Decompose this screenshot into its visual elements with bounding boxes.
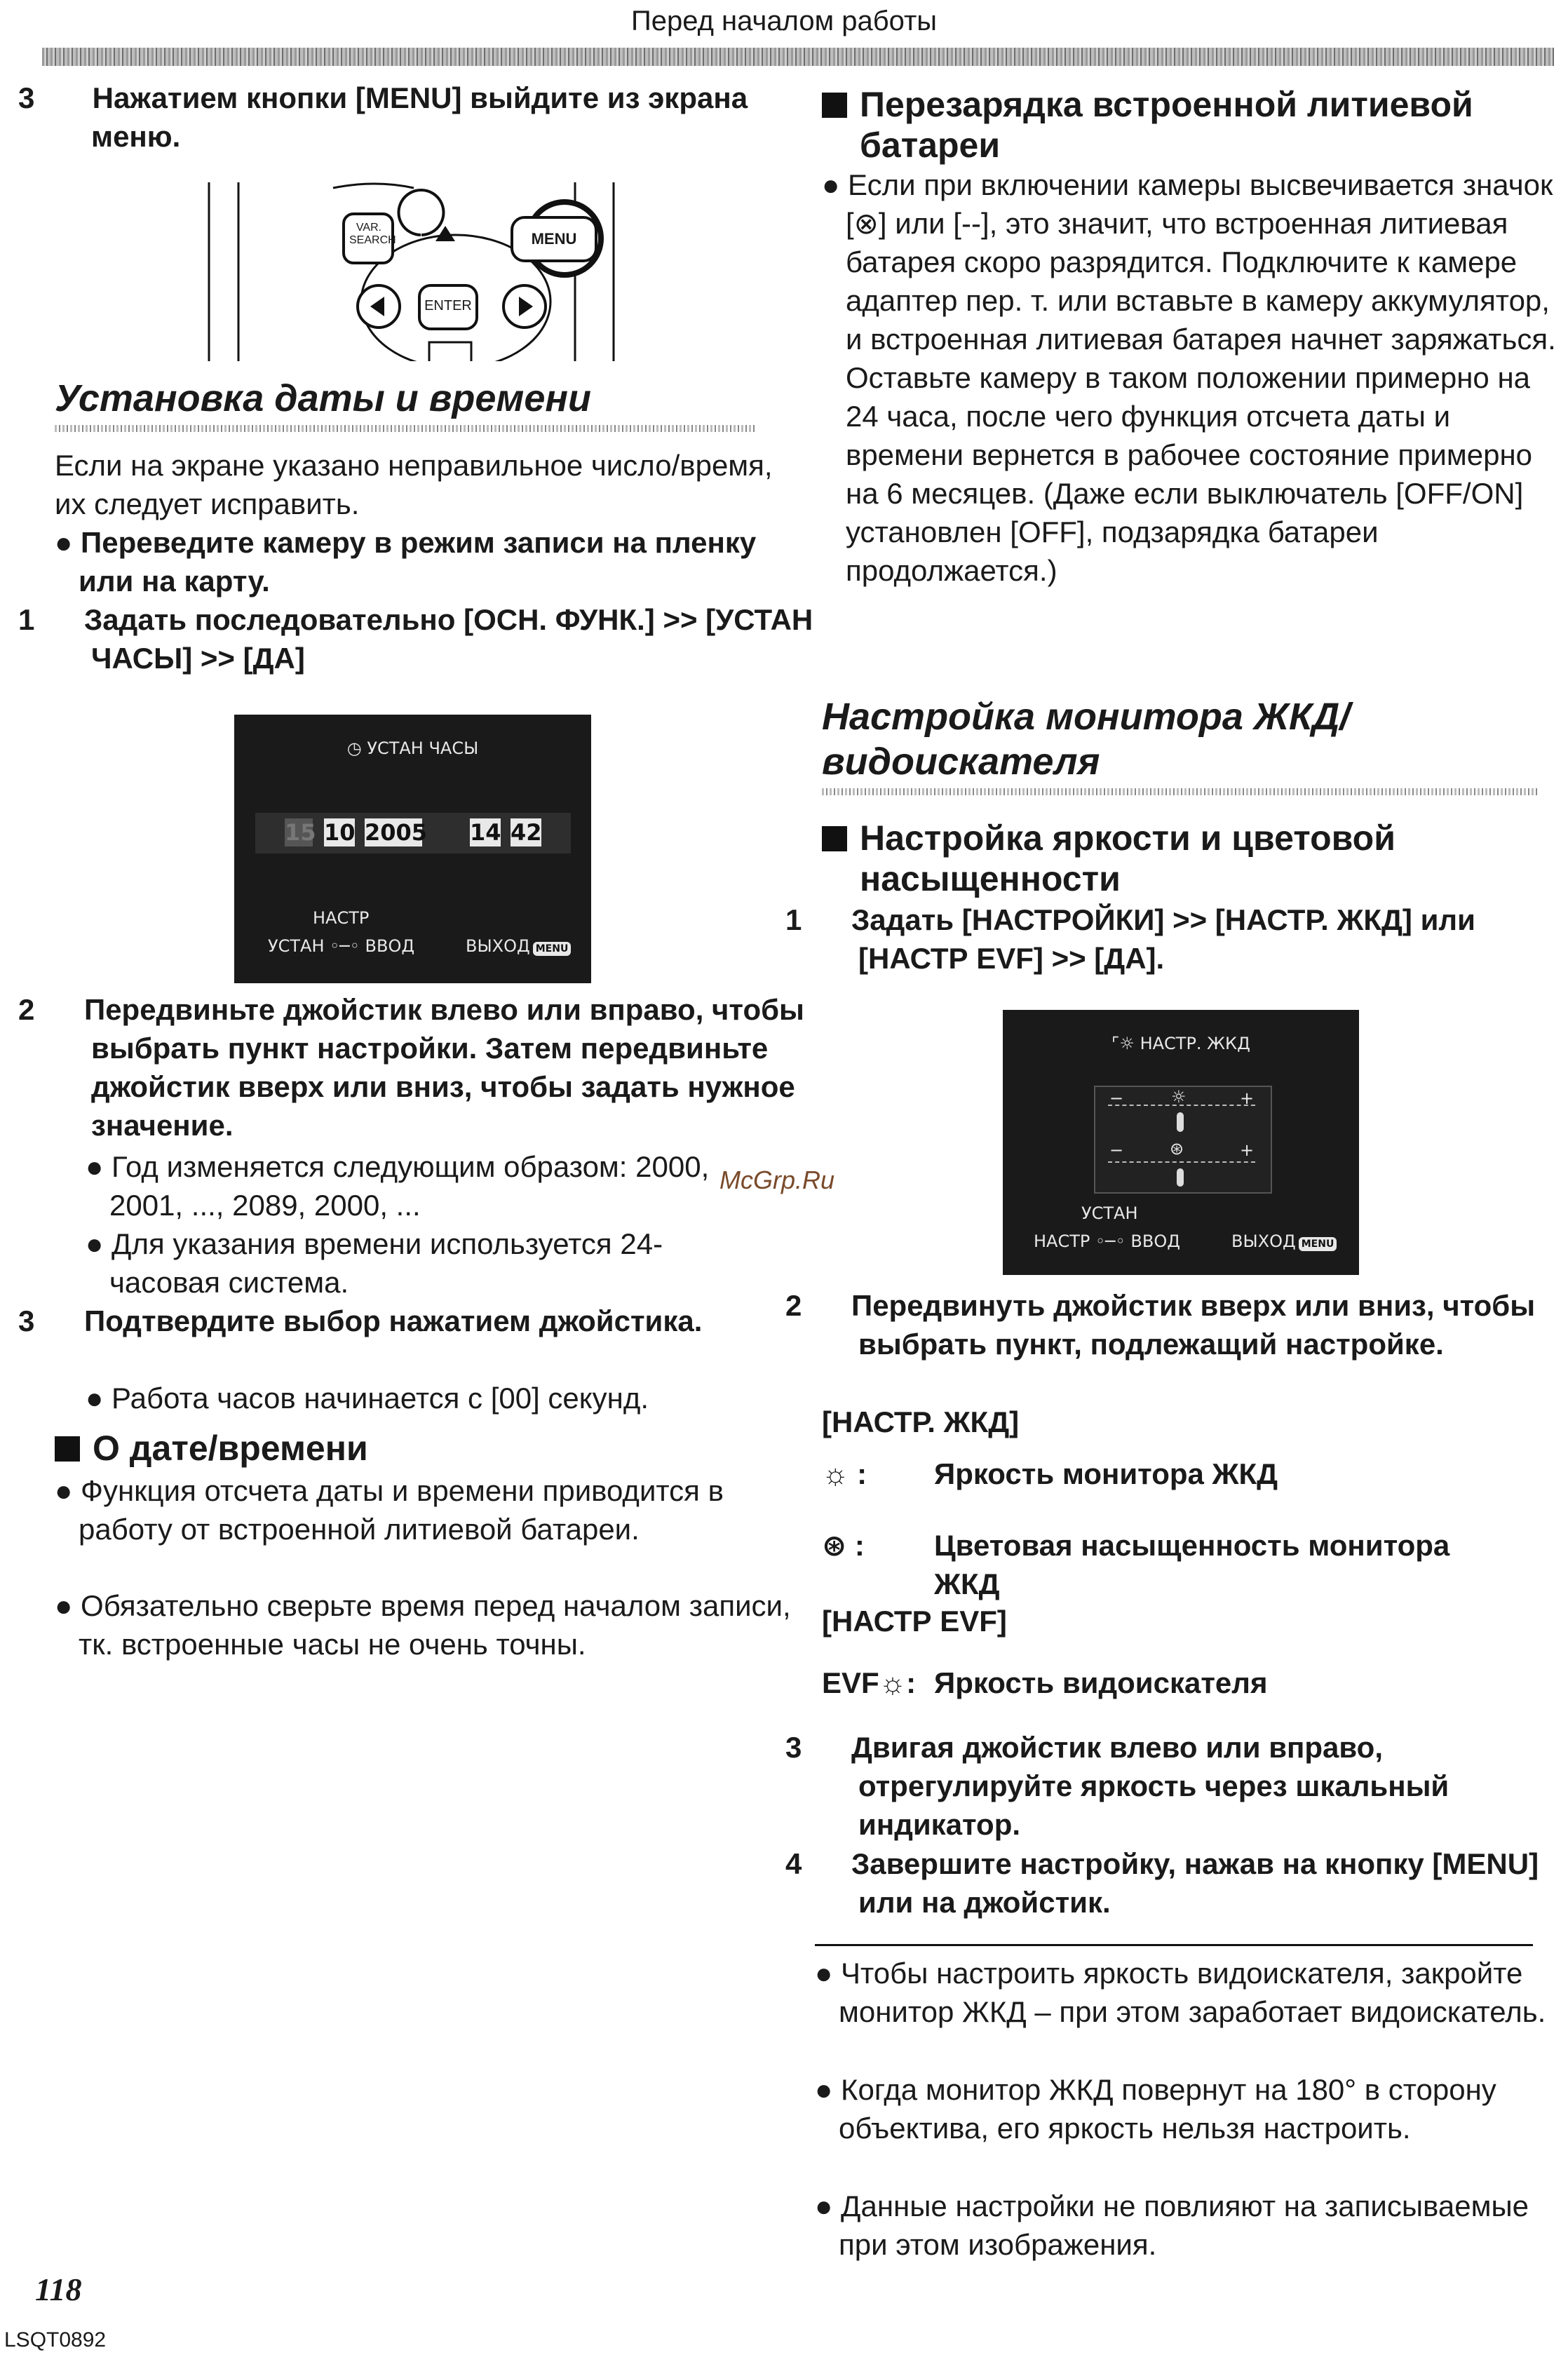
clock-label-set: НАСТР	[313, 908, 370, 928]
section-date-title: Установка даты и времени	[55, 377, 591, 419]
note-evf: ● Чтобы настроить яркость видоискателя, закройте монитор ЖКД – при этом заработает видоискатель.	[815, 1957, 1546, 2028]
clock-set-screen	[234, 715, 591, 983]
evf-brightness-item: EVF☼: Яркость видоискателя	[822, 1663, 1537, 1702]
lcd-set-screen	[1003, 1010, 1359, 1275]
menu-tag: MENU	[533, 942, 572, 956]
lcd-brightness-item: ☼ : Яркость монитора ЖКД	[822, 1455, 1537, 1493]
section-date-intro: Если на экране указано неправильное число/время, их следует исправить.	[55, 449, 773, 520]
brightness-plus: +	[1240, 1088, 1255, 1108]
subsection-brightness-title: Настройка яркости и цветовой насыщенности	[822, 818, 1561, 899]
lcd-color-item: ⊛ : Цветовая насыщенность монитора ЖКД	[822, 1526, 1537, 1603]
clock-label-exit: ВЫХОД MENU	[466, 936, 571, 956]
minute-field[interactable]: 42	[511, 819, 542, 846]
date-step-1: 1 Задать последовательно [ОСН. ФУНК.] >> [УСТАН ЧАСЫ] >> [ДА]	[18, 603, 813, 675]
color-saturation-icon: ⊛ :	[822, 1529, 865, 1562]
brightness-minus: −	[1109, 1088, 1124, 1108]
battery-bullet: ● Если при включении камеры высвечивается значок [⊗] или [--], это значит, что встроенная литиевая батарея скоро разрядится. Подключите к камере адаптер пер. т. или вставьте в камеру аккумулятор, и встроенная литиевая батарея начнет заряжаться. Оставьте камеру в таком положении примерно на 24 часа, после чего функция отсчета даты и времени вернется в рабочее состояние примерно на 6 месяцев. (Даже если выключатель [OFF/ON] установлен [OFF], подзарядка батареи продолжается.)	[822, 168, 1556, 587]
section-monitor-title: Настройка монитора ЖКД/ видоискателя	[822, 696, 1351, 783]
sun-icon: ☼ :	[822, 1457, 867, 1490]
monitor-step-4: 4 Завершите настройку, нажав на кнопку [MENU] или на джойстик.	[785, 1847, 1539, 1919]
lcd-label-set: УСТАН	[1081, 1203, 1138, 1223]
color-minus: −	[1109, 1140, 1124, 1160]
monitor-step-1: 1 Задать [НАСТРОЙКИ] >> [НАСТР. ЖКД] или [НАСТР EVF] >> [ДА].	[785, 903, 1475, 975]
section-marker-icon	[822, 826, 847, 851]
date-step-2: 2 Передвиньте джойстик влево или вправо, чтобы выбрать пункт настройки. Затем передвиньте джойстик вверх или вниз, чтобы задать нужное значение.	[18, 993, 804, 1142]
buttons-drawing	[203, 182, 624, 361]
note-recording: ● Данные настройки не повлияют на записываемые при этом изображения.	[815, 2189, 1529, 2261]
section-about-title: О дате/времени	[55, 1428, 756, 1469]
evf-heading: [НАСТР EVF]	[822, 1605, 1007, 1638]
bullet-record-mode: ● Переведите камеру в режим записи на пленку или на карту.	[55, 526, 757, 598]
brightness-slider-thumb[interactable]	[1177, 1112, 1184, 1132]
document-code: LSQT0892	[4, 2328, 107, 2351]
step-exit-menu: 3 Нажатием кнопки [MENU] выйдите из экрана меню.	[18, 81, 748, 153]
page-header-title: Перед началом работы	[630, 6, 938, 36]
section-battery-title: Перезарядка встроенной литиевой батареи	[822, 84, 1568, 166]
watermark-text: McGrp.Ru	[719, 1166, 835, 1194]
lcd-label-exit: ВЫХОД MENU	[1231, 1231, 1337, 1251]
hour-field[interactable]: 14	[470, 819, 501, 846]
monitor-step-2: 2 Передвинуть джойстик вверх или вниз, чтобы выбрать пункт, подлежащий настройке.	[785, 1289, 1536, 1361]
camera-buttons-illustration	[203, 182, 624, 361]
evf-sun-icon: EVF☼:	[822, 1666, 917, 1699]
brightness-icon: ☼	[1171, 1087, 1187, 1107]
monitor-step-3: 3 Двигая джойстик влево или вправо, отрегулируйте яркость через шкальный индикатор.	[785, 1731, 1449, 1841]
year-field[interactable]: 2005	[365, 819, 428, 846]
clock-screen-title: ◷ УСТАН ЧАСЫ	[346, 738, 479, 758]
day-field[interactable]: 15	[285, 819, 316, 846]
clock-label-enter: УСТАН ◦─◦ ВВОД	[268, 936, 415, 956]
page-number: 118	[35, 2272, 82, 2307]
notes-divider	[815, 1944, 1533, 1946]
about-bullet-2: ● Обязательно сверьте время перед началом записи, тк. встроенные часы не очень точны.	[55, 1589, 791, 1661]
section-marker-icon	[55, 1436, 80, 1462]
color-slider-thumb[interactable]	[1177, 1168, 1184, 1187]
24h-note: ● Для указания времени используется 24-часовая система.	[86, 1227, 663, 1299]
lcd-heading: [НАСТР. ЖКД]	[822, 1405, 1020, 1438]
section-date-rule	[55, 425, 756, 432]
note-rotated: ● Когда монитор ЖКД повернут на 180° в сторону объектива, его яркость нельзя настроить.	[815, 2073, 1496, 2145]
lcd-label-enter: НАСТР ◦─◦ ВВОД	[1034, 1231, 1180, 1251]
menu-button[interactable]: MENU	[531, 230, 577, 248]
section-marker-icon	[822, 93, 847, 118]
menu-tag: MENU	[1299, 1237, 1337, 1251]
enter-button[interactable]: ENTER	[424, 298, 472, 313]
year-cycle-note: ● Год изменяется следующим образом: 2000, 2001, ..., 2089, 2000, ...	[86, 1150, 710, 1222]
color-scale[interactable]	[1108, 1161, 1255, 1163]
color-icon: ⊛	[1170, 1139, 1184, 1159]
month-field[interactable]: 10	[324, 819, 356, 846]
color-plus: +	[1240, 1140, 1255, 1160]
header-rule	[42, 48, 1554, 66]
lcd-screen-title: ⌜☼ НАСТР. ЖКД	[1111, 1034, 1250, 1053]
section-monitor-rule	[822, 788, 1537, 795]
seconds-note: ● Работа часов начинается с [00] секунд.	[86, 1382, 649, 1415]
about-bullet-1: ● Функция отсчета даты и времени приводится в работу от встроенной литиевой батареи.	[55, 1474, 724, 1546]
var-search-button[interactable]: VAR. SEARCH	[349, 222, 396, 246]
date-step-3: 3 Подтвердите выбор нажатием джойстика.	[18, 1304, 703, 1337]
